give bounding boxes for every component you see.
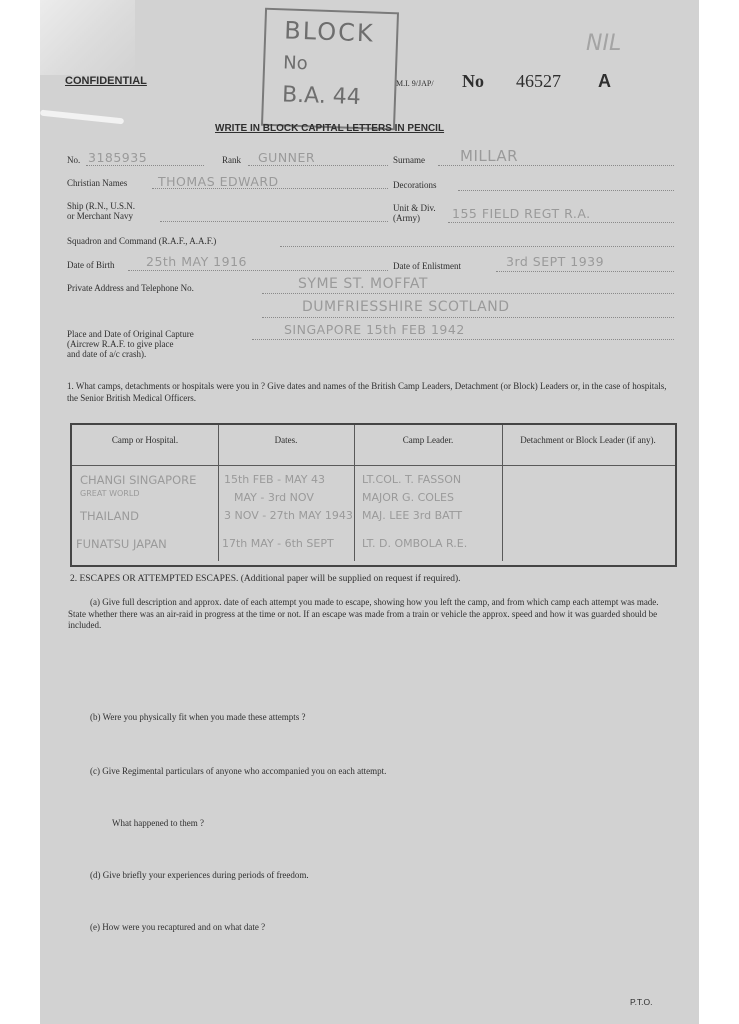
- row-dates: 15th FEB - MAY 43: [224, 473, 325, 486]
- row-leader: MAJOR G. COLES: [362, 491, 454, 504]
- table-divider: [354, 425, 355, 561]
- dob-label: Date of Birth: [67, 260, 115, 270]
- address-value2: DUMFRIESSHIRE SCOTLAND: [302, 299, 510, 315]
- row-dates: MAY - 3rd NOV: [234, 491, 314, 504]
- ship-label-line2: or Merchant Navy: [67, 211, 133, 221]
- table-divider: [218, 425, 219, 561]
- string-tag: [40, 110, 124, 125]
- row-leader: LT.COL. T. FASSON: [362, 473, 462, 486]
- row-leader: MAJ. LEE 3rd BATT: [362, 509, 463, 522]
- no-value: 3185935: [88, 150, 148, 165]
- row-dates: 3 NOV - 27th MAY 1943: [224, 509, 353, 522]
- address-line1: [262, 293, 674, 294]
- capture-label-line1: Place and Date of Original Capture: [67, 329, 194, 339]
- address-label: Private Address and Telephone No.: [67, 283, 194, 293]
- question-2c-followup: What happened to them ?: [112, 818, 204, 828]
- capture-line: [252, 339, 674, 340]
- unit-label-line1: Unit & Div.: [393, 203, 436, 213]
- question-2c: (c) Give Regimental particulars of anyone who accompanied you on each attempt.: [90, 766, 387, 776]
- form-code: M.I. 9/JAP/: [396, 79, 434, 88]
- unit-line: [448, 222, 674, 223]
- rank-value: GUNNER: [258, 150, 316, 165]
- section-2-title: 2. ESCAPES OR ATTEMPTED ESCAPES. (Additional paper will be supplied on request if required).: [70, 574, 461, 584]
- folded-corner: [40, 0, 135, 75]
- question-2a: (a) Give full description and approx. date of each attempt you made to escape, showing how you left the camp, and from which camp each attempt was made. State whether there was an air-raid in progress at the time or not. If an escape was made from a train or vehicle the approx. speed and how it was guarded should be included.: [68, 597, 659, 631]
- rank-label: Rank: [222, 155, 241, 165]
- row-dates: 17th MAY - 6th SEPT: [222, 537, 334, 550]
- stamp-line3: B.A. 44: [281, 82, 362, 111]
- table-header-rule: [72, 465, 675, 466]
- rank-line: [248, 165, 388, 166]
- no-label: No.: [67, 155, 81, 165]
- capture-label-line2: (Aircrew R.A.F. to give place: [67, 339, 174, 349]
- header-detachment: Detachment or Block Leader (if any).: [520, 435, 656, 445]
- table-divider: [502, 425, 503, 561]
- enlistment-value: 3rd SEPT 1939: [506, 254, 605, 269]
- ship-label-line1: Ship (R.N., U.S.N.: [67, 201, 136, 211]
- question-2b: (b) Were you physically fit when you made these attempts ?: [90, 712, 306, 722]
- surname-value: MILLAR: [460, 147, 519, 165]
- question-1: 1. What camps, detachments or hospitals were you in ? Give dates and names of the British Camp Leaders, Detachment (or Block) Leaders or, in the case of hospitals, the Senior British Medical Officers.: [67, 381, 667, 403]
- capture-label-line3: and date of a/c crash).: [67, 349, 147, 359]
- number-label: No: [462, 71, 484, 91]
- address-line2: [262, 317, 674, 318]
- pto-label: P.T.O.: [630, 997, 653, 1007]
- header-dates: Dates.: [274, 435, 298, 445]
- header-camp: Camp or Hospital.: [111, 435, 179, 445]
- form-page: [40, 0, 699, 1024]
- enlistment-line: [496, 271, 674, 272]
- no-line: [86, 165, 204, 166]
- unit-label-line2: (Army): [393, 213, 420, 223]
- christian-names-label: Christian Names: [67, 178, 128, 188]
- enlistment-label: Date of Enlistment: [393, 261, 461, 271]
- squadron-label: Squadron and Command (R.A.F., A.A.F.): [67, 236, 217, 246]
- block-stamp: [261, 8, 399, 131]
- question-2d: (d) Give briefly your experiences during periods of freedom.: [90, 870, 309, 880]
- christian-names-value: THOMAS EDWARD: [158, 174, 279, 189]
- surname-label: Surname: [393, 155, 425, 165]
- camps-table: [70, 423, 677, 567]
- stamp-line2: No: [282, 52, 309, 75]
- surname-line: [438, 165, 674, 166]
- capture-value: SINGAPORE 15th FEB 1942: [284, 322, 465, 337]
- form-number: 46527: [516, 71, 561, 91]
- header-leader: Camp Leader.: [402, 435, 454, 445]
- instruction-heading: WRITE IN BLOCK CAPITAL LETTERS IN PENCIL: [215, 123, 445, 134]
- row-camp: FUNATSU JAPAN: [76, 537, 167, 551]
- unit-value: 155 FIELD REGT R.A.: [452, 206, 591, 221]
- decorations-label: Decorations: [393, 180, 437, 190]
- row-camp: GREAT WORLD: [80, 489, 140, 498]
- confidential-label: CONFIDENTIAL: [65, 75, 147, 87]
- decorations-line: [458, 190, 674, 191]
- corner-note: NIL: [586, 31, 622, 56]
- ship-line: [160, 221, 388, 222]
- dob-line: [128, 270, 388, 271]
- question-2e: (e) How were you recaptured and on what date ?: [90, 922, 266, 932]
- dob-value: 25th MAY 1916: [146, 254, 247, 269]
- row-camp: THAILAND: [80, 509, 139, 523]
- row-camp: CHANGI SINGAPORE: [80, 473, 197, 487]
- stamp-line1: BLOCK: [283, 16, 376, 48]
- form-suffix: A: [598, 71, 611, 91]
- squadron-line: [280, 246, 674, 247]
- row-leader: LT. D. OMBOLA R.E.: [362, 537, 468, 550]
- address-value1: SYME ST. MOFFAT: [298, 276, 428, 292]
